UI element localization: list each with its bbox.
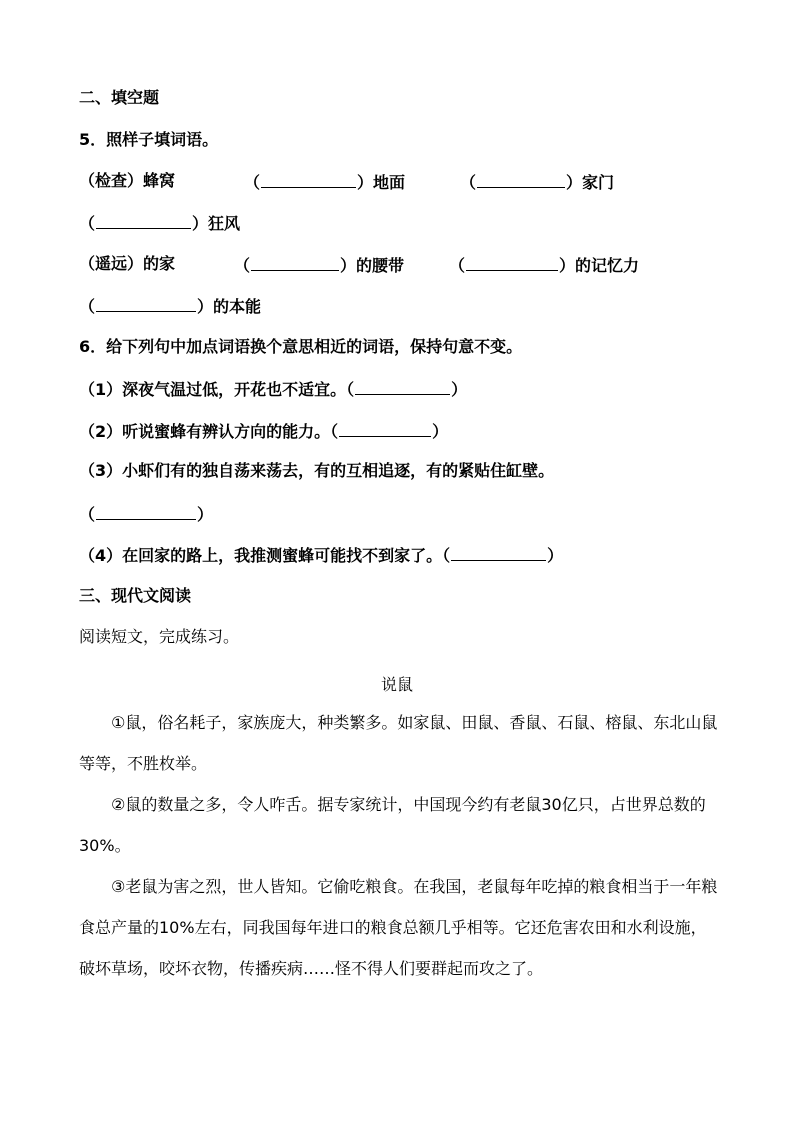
q5-row-1	[79, 171, 719, 191]
q5-blank-6[interactable]: （ ）的本能	[79, 297, 262, 316]
q5-blank-2[interactable]: （ ）家门	[460, 173, 615, 192]
question-6-stem: 6．给下列句中加点词语换个意思相近的词语，保持句意不变。	[79, 337, 523, 356]
q6-sentence-3: （3）小虾们有的独自荡来荡去，有的互相追逐，有的紧贴住缸壁。	[79, 461, 555, 480]
passage-paragraph-1: ①鼠，俗名耗子，家族庞大，种类繁多。如家鼠、田鼠、香鼠、石鼠、榕鼠、东北山鼠等等，不胜枚举。	[79, 713, 718, 773]
q6-sentence-4[interactable]: （4）在回家的路上，我推测蜜蜂可能找不到家了。（ ）	[79, 546, 564, 565]
passage-paragraph-3: ③老鼠为害之烈，世人皆知。它偷吃粮食。在我国，老鼠每年吃掉的粮食相当于一年粮食总产量的10%左右，同我国每年进口的粮食总额几乎相等。它还危害农田和水利设施，破坏草场，咬坏衣物，传播疾病……怪不得人们要群起而攻之了。	[79, 877, 718, 978]
q5-blank-3[interactable]: （ ）狂风	[79, 214, 241, 233]
q6-sentence-2[interactable]: （2）听说蜜蜂有辨认方向的能力。（ ）	[79, 422, 449, 441]
q6-blank-3[interactable]: （ ）	[79, 505, 214, 524]
q5-example-1: （检查）蜂窝	[79, 171, 176, 190]
section-2-heading: 二、填空题	[79, 88, 160, 107]
passage-paragraph-2: ②鼠的数量之多，令人咋舌。据专家统计，中国现今约有老鼠30亿只，占世界总数的30%。	[79, 795, 706, 855]
reading-instruction: 阅读短文，完成练习。	[79, 627, 240, 646]
passage-title: 说鼠	[380, 675, 413, 694]
q6-sentence-1[interactable]: （1）深夜气温过低，开花也不适宜。（ ）	[79, 380, 468, 399]
q5-row-3	[79, 254, 719, 274]
q5-example-2: （遥远）的家	[79, 254, 176, 273]
question-5-stem: 5．照样子填词语。	[79, 130, 219, 149]
q5-blank-5[interactable]: （ ）的记忆力	[449, 256, 640, 275]
section-3-heading: 三、现代文阅读	[79, 586, 192, 605]
q5-blank-4[interactable]: （ ）的腰带	[234, 256, 405, 275]
q5-blank-1[interactable]: （ ）地面	[244, 173, 406, 192]
